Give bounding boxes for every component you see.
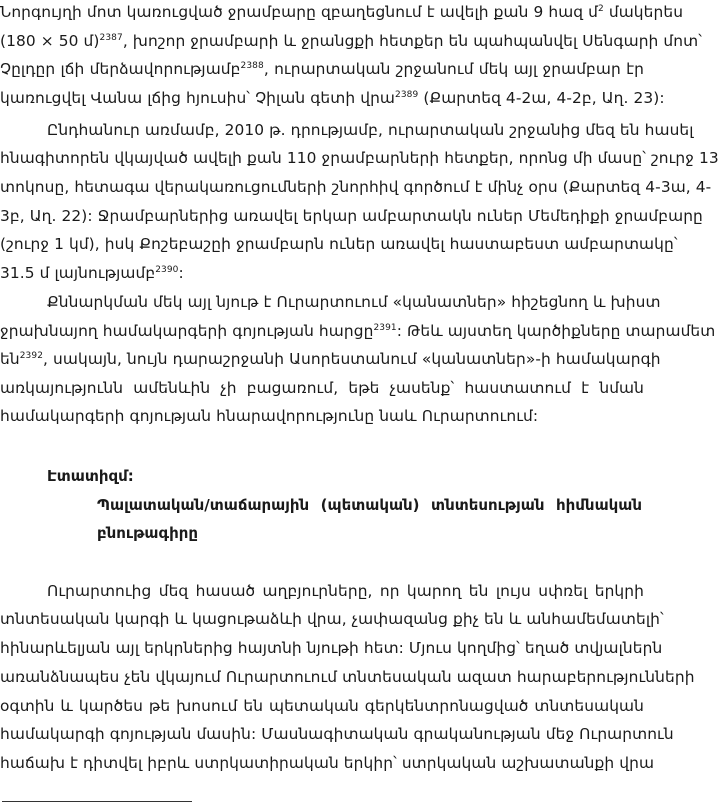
paragraph-1-line-2: (180 × 50 մ)$^{2387}$, խոշոր ջրամբարի և ջրանցքի հետքեր են պահպանվել Սենգարի մոտ՝	[0, 32, 702, 50]
paragraph-4-line-1: Ուրարտուից մեզ հասած աղբյուրները, որ կարող են լույս սփռել երկրի	[47, 582, 644, 600]
paragraph-2-line-6: 31.5 մ լայնությամբ$^{2390}$:	[0, 264, 184, 282]
paragraph-4-line-7: հաճախ է դիտվել իբրև ստրկատիրական երկիր՝ ստրկական աշխատանքի վրա	[0, 754, 655, 772]
paragraph-4-line-5: օգտին և կարծես թե խոսում են պետական գերկենտրոնացված տնտեսական	[0, 697, 644, 715]
footnote-ref-2387[interactable]: 2387	[99, 33, 123, 43]
footnote-separator	[2, 801, 192, 802]
paragraph-4-line-3: հինարևելյան այլ երկրներից հայտնի նյութի հետ: Մյուս կողմից՝ եղած տվյալներն	[0, 639, 663, 657]
footnote-ref-2391[interactable]: 2391	[373, 323, 397, 333]
footnote-ref-2392[interactable]: 2392	[19, 351, 44, 361]
paragraph-2-line-1: Ընդհանուր առմամբ, 2010 թ. դրությամբ, ուրարտական շրջանից մեզ են հասել	[47, 121, 694, 139]
paragraph-2-line-2: հնագիտորեն վկայված ավելի քան 110 ջրամբարների հետքեր, որոնց մի մասը՝ շուրջ 13	[0, 149, 719, 167]
paragraph-4-line-6: համակարգի գոյության մասին: Մասնագիտական գրականության մեջ Ուրարտուն	[0, 725, 674, 743]
paragraph-1-line-3: Չըլդըր լճի մերձավորությամբ$^{2388}$, ուրարտական շրջանում մեկ այլ ջրամբար էր	[0, 60, 644, 78]
paragraph-3-line-3: են$^{2392}$, սակայն, նույն դարաշրջանի Ասորեստանում «կանատներ»-ի համակարգի	[0, 350, 661, 368]
paragraph-2-line-5: (շուրջ 1 կմ), իսկ Քոշեբաշըի ջրամբարն ուներ առավել հաստաբեստ ամբարտակը՝	[0, 235, 678, 253]
footnote-ref-2390[interactable]: 2390	[155, 265, 179, 275]
paragraph-2-line-4: 3բ, Աղ. 22): Ջրամբարներից առավել երկար ամբարտակն ուներ Մեմեդիքի ջրամբարը	[0, 207, 703, 225]
section-label: Էտատիզմ:	[47, 467, 134, 485]
section-title-line-2: բնութագիրը	[97, 524, 198, 542]
paragraph-3-line-5: համակարգերի գոյության հնարավորությունը նաև Ուրարտուում:	[0, 407, 539, 425]
paragraph-4-line-4: առանձնապես չեն վկայում Ուրարտուում տնտեսական ազատ հարաբերությունների	[0, 668, 695, 686]
paragraph-3-line-4: առկայությունն ամենևին չի բացառում, եթե չասենք՝ հաստատում է նման	[0, 379, 644, 397]
paragraph-2-line-3: տոկոսը, հետագա վերակառուցումների շնորհիվ գործում է մինչ օրս (Քարտեզ 4-3ա, 4-	[0, 178, 712, 196]
footnote-ref-2388[interactable]: 2388	[240, 61, 264, 71]
paragraph-4-line-2: տնտեսական կարգի և կացութաձևի վրա, չափազանց քիչ են և անհամեմատելի՝	[0, 610, 664, 628]
paragraph-1-line-1: Նորգույղի մոտ կառուցված ջրամբարը զբաղեցնում է ավելի քան 9 հազ մ$^2$ մակերես	[0, 3, 684, 21]
paragraph-1-line-4: կառուցվել Վանա լճից հյուսիս՝ Չիլան գետի վրա$^{2389}$ (Քարտեզ 4-2ա, 4-2բ, Աղ. 23):	[0, 89, 665, 107]
section-title-line-1: Պալատական/տաճարային (պետական) տնտեսության հիմնական	[97, 496, 642, 514]
superscript: 2	[598, 4, 604, 14]
footnote-ref-2389[interactable]: 2389	[395, 90, 419, 100]
paragraph-3-line-2: ջրախնայող համակարգերի գոյության հարցը$^{2391}$: Թեև այստեղ կարծիքները տարամետ	[0, 322, 716, 340]
paragraph-3-line-1: Քննարկման մեկ այլ նյութ է Ուրարտուում «կանատներ» հիշեցնող և խիստ	[47, 293, 661, 311]
